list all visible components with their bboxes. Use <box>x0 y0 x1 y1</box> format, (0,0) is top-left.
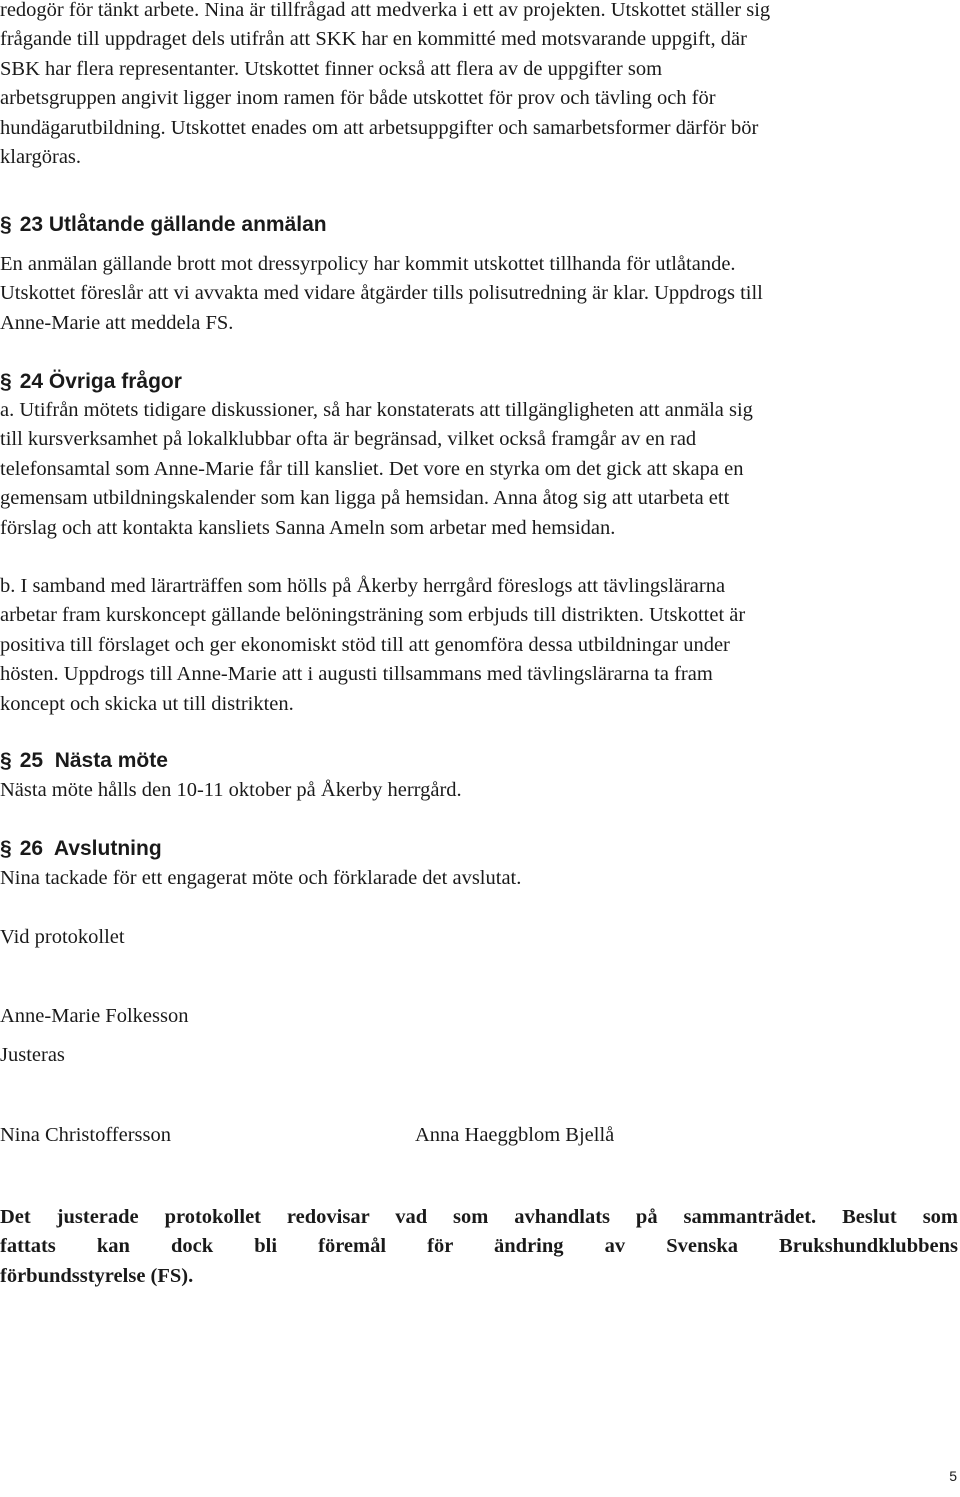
section-title: 23 Utlåtande gällande anmälan <box>19 213 327 236</box>
text-line: Utskottet föreslår att vi avvakta med vidare åtgärder tills polisutredning är klar. Uppdrogs till <box>0 282 763 305</box>
page-number: 5 <box>949 1468 957 1484</box>
text-line: positiva till förslaget och ger ekonomiskt stöd till att genomföra dessa utbildningar under <box>0 633 730 656</box>
section-title: 24 Övriga frågor <box>19 370 182 393</box>
section-title: 25 Nästa möte <box>19 749 168 772</box>
section-24-item-a <box>0 396 958 543</box>
section-marker: § <box>0 213 12 236</box>
justeras-label: Justeras <box>0 1044 65 1066</box>
section-marker: § <box>0 837 12 860</box>
text-line: fattats kan dock bli föremål för ändring av Svenska Brukshundklubbens <box>0 1235 958 1258</box>
adjuster-name-2: Anna Haeggblom Bjellå <box>415 1124 615 1146</box>
disclaimer-paragraph <box>0 1203 958 1291</box>
secretary-name: Anne-Marie Folkesson <box>0 1005 189 1027</box>
text-line: Anne-Marie att meddela FS. <box>0 311 234 334</box>
text-line: SBK har flera representanter. Utskottet finner också att flera av de uppgifter som <box>0 57 663 80</box>
text-line: Det justerade protokollet redovisar vad som avhandlats på sammanträdet. Beslut som <box>0 1206 958 1228</box>
text-line: koncept och skicka ut till distrikten. <box>0 692 294 715</box>
section-marker: § <box>0 370 12 393</box>
text-line: förbundsstyrelse (FS). <box>0 1264 194 1287</box>
text-line: telefonsamtal som Anne-Marie får till kansliet. Det vore en styrka om det gick att skapa en <box>0 457 744 480</box>
text-line: hundägarutbildning. Utskottet enades om att arbetsuppgifter och samarbetsformer därför bör <box>0 116 759 139</box>
text-line: gemensam utbildningskalender som kan ligga på hemsidan. Anna åtog sig att utarbeta ett <box>0 487 730 510</box>
section-23-paragraph <box>0 250 958 338</box>
vid-protokollet-label: Vid protokollet <box>0 926 125 948</box>
text-line: Nästa möte hålls den 10-11 oktober på Åkerby herrgård. <box>0 779 462 801</box>
section-24-item-b <box>0 572 958 719</box>
section-heading-25 <box>0 747 168 775</box>
section-heading-23 <box>0 211 327 239</box>
section-marker: § <box>0 749 12 772</box>
text-line: arbetar fram kurskoncept gällande belöningsträning som erbjuds till distrikten. Utskottet är <box>0 604 746 627</box>
text-line: förslag och att kontakta kansliets Sanna Ameln som arbetar med hemsidan. <box>0 516 616 539</box>
text-line: redogör för tänkt arbete. Nina är tillfrågad att medverka i ett av projekten. Utskottet ställer sig <box>0 0 771 21</box>
section-heading-24 <box>0 368 182 396</box>
section-26-paragraph <box>0 864 958 893</box>
section-heading-26 <box>0 835 162 863</box>
section-25-paragraph <box>0 776 958 805</box>
text-line: Nina tackade för ett engagerat möte och förklarade det avslutat. <box>0 867 522 889</box>
text-line: En anmälan gällande brott mot dressyrpolicy har kommit utskottet tillhanda för utlåtande. <box>0 253 736 275</box>
adjuster-name-1: Nina Christoffersson <box>0 1124 172 1146</box>
text-line: a. Utifrån mötets tidigare diskussioner, så har konstaterats att tillgängligheten att anmäla sig <box>0 399 753 421</box>
intro-paragraph <box>0 0 958 172</box>
section-title: 26 Avslutning <box>19 837 162 860</box>
text-line: till kursverksamhet på lokalklubbar ofta är begränsad, vilket också framgår av en rad <box>0 428 697 451</box>
text-line: arbetsgruppen angivit ligger inom ramen för både utskottet för prov och tävling och för <box>0 87 716 110</box>
text-line: b. I samband med lärarträffen som hölls på Åkerby herrgård föreslogs att tävlingslärarna <box>0 575 726 597</box>
text-line: klargöras. <box>0 146 82 169</box>
text-line: frågande till uppdraget dels utifrån att SKK har en kommitté med motsvarande uppgift, där <box>0 28 747 51</box>
text-line: hösten. Uppdrogs till Anne-Marie att i augusti tillsammans med tävlingslärarna ta fram <box>0 663 713 686</box>
